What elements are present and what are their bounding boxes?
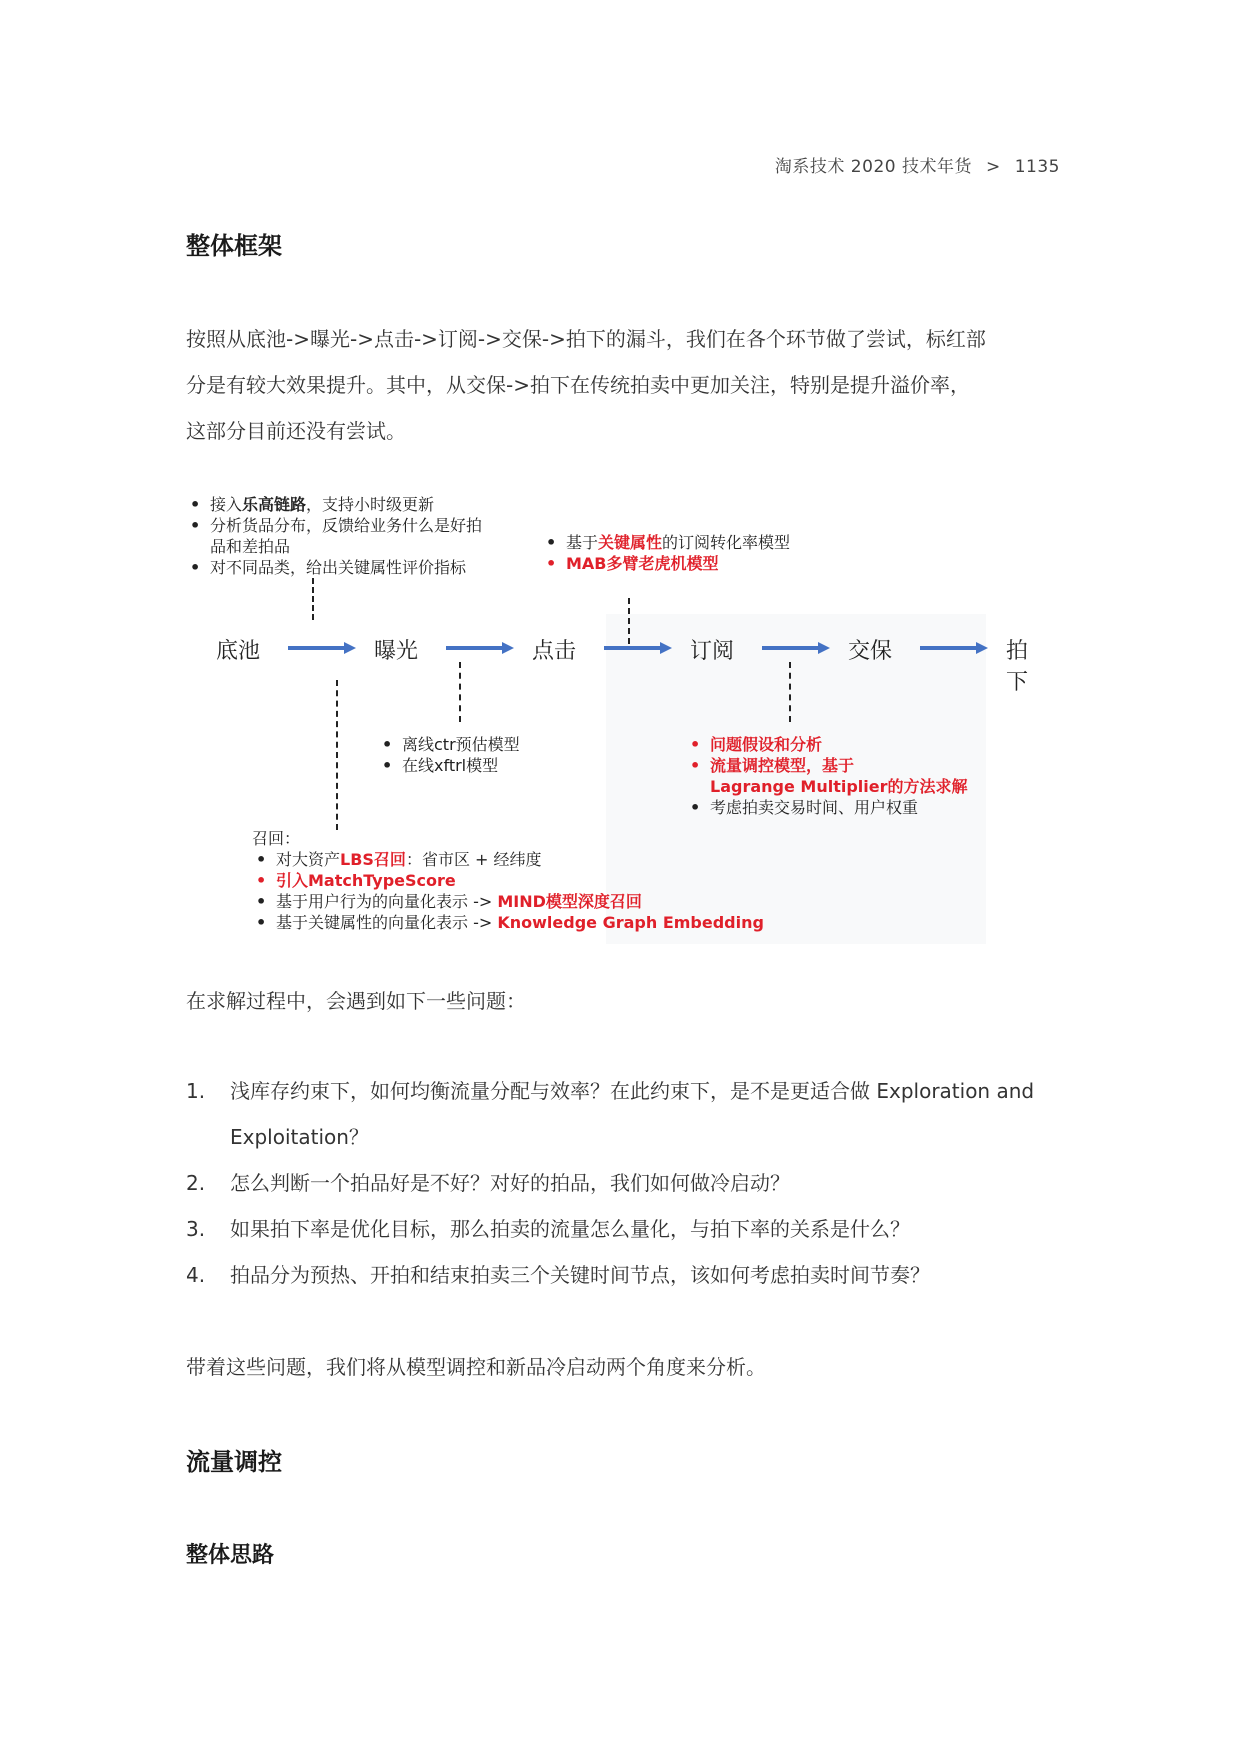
question-number: 3. bbox=[186, 1217, 206, 1241]
recall-note-4: • 基于关键属性的向量化表示 -> Knowledge Graph Embedding bbox=[252, 912, 764, 933]
question-text: 怎么判断一个拍品好是不好？对好的拍品，我们如何做冷启动？ bbox=[230, 1171, 790, 1195]
question-text: 浅库存约束下，如何均衡流量分配与效率？在此约束下，是不是更适合做 Exploration and Exploitation？ bbox=[230, 1079, 1035, 1149]
connector-pool-notes bbox=[312, 578, 314, 620]
arrow-3 bbox=[604, 642, 672, 654]
stage-exposure: 曝光 bbox=[374, 639, 419, 664]
question-item-4 bbox=[186, 1252, 1066, 1298]
pool-note-2: • 分析货品分布，反馈给业务什么是好拍 品和差拍品 bbox=[186, 515, 482, 557]
pool-note-1: • 接入乐高链路，支持小时级更新 bbox=[186, 494, 482, 515]
arrow-2 bbox=[446, 642, 514, 654]
intro-line-2: 分是有较大效果提升。其中，从交保->拍下在传统拍卖中更加关注，特别是提升溢价率， bbox=[186, 373, 970, 397]
deposit-note-3: • 考虑拍卖交易时间、用户权重 bbox=[686, 797, 968, 818]
recall-note-2: • 引入MatchTypeScore bbox=[252, 870, 764, 891]
arrow-4 bbox=[762, 642, 830, 654]
question-number: 1. bbox=[186, 1079, 206, 1103]
page-number: 1135 bbox=[1014, 157, 1060, 177]
section-title-framework: 整体框架 bbox=[186, 232, 282, 260]
book-title: 淘系技术 2020 技术年货 bbox=[774, 157, 972, 177]
deposit-notes bbox=[686, 734, 968, 818]
click-note-2: • 在线xftrl模型 bbox=[378, 755, 520, 776]
stage-click: 点击 bbox=[532, 639, 577, 664]
question-number: 2. bbox=[186, 1171, 206, 1195]
subscribe-note-2: • MAB多臂老虎机模型 bbox=[542, 553, 790, 574]
question-item-2 bbox=[186, 1160, 1066, 1206]
arrow-5 bbox=[920, 642, 988, 654]
stage-subscribe: 订阅 bbox=[690, 639, 735, 664]
question-text: 如果拍下率是优化目标，那么拍卖的流量怎么量化，与拍下率的关系是什么？ bbox=[230, 1217, 910, 1241]
closing-paragraph: 带着这些问题，我们将从模型调控和新品冷启动两个角度来分析。 bbox=[186, 1355, 766, 1379]
funnel-diagram bbox=[186, 494, 1029, 944]
running-header bbox=[775, 152, 1060, 177]
header-separator: > bbox=[985, 157, 1001, 177]
intro-line-3: 这部分目前还没有尝试。 bbox=[186, 419, 406, 443]
deposit-note-1: • 问题假设和分析 bbox=[686, 734, 968, 755]
questions-intro: 在求解过程中，会遇到如下一些问题： bbox=[186, 989, 526, 1013]
click-notes bbox=[378, 734, 520, 776]
intro-line-1: 按照从底池->曝光->点击->订阅->交保->拍下的漏斗，我们在各个环节做了尝试，标红部 bbox=[186, 327, 986, 351]
recall-heading: 召回： bbox=[252, 829, 301, 848]
subscribe-notes bbox=[542, 532, 790, 574]
question-text: 拍品分为预热、开拍和结束拍卖三个关键时间节点，该如何考虑拍卖时间节奏？ bbox=[230, 1263, 930, 1287]
connector-recall-notes bbox=[336, 680, 338, 830]
click-note-1: • 离线ctr预估模型 bbox=[378, 734, 520, 755]
subscribe-note-1: • 基于关键属性的订阅转化率模型 bbox=[542, 532, 790, 553]
recall-notes bbox=[252, 828, 764, 933]
stage-deposit: 交保 bbox=[848, 639, 893, 664]
intro-paragraph bbox=[186, 316, 1066, 454]
pool-notes bbox=[186, 494, 482, 578]
stage-pool: 底池 bbox=[216, 639, 261, 664]
question-number: 4. bbox=[186, 1263, 206, 1287]
section-title-overall-approach: 整体思路 bbox=[186, 1543, 275, 1568]
section-title-traffic-control: 流量调控 bbox=[186, 1448, 282, 1476]
question-item-3 bbox=[186, 1206, 1066, 1252]
recall-note-1: • 对大资产LBS召回：省市区 + 经纬度 bbox=[252, 849, 764, 870]
arrow-1 bbox=[288, 642, 356, 654]
pool-note-3: • 对不同品类，给出关键属性评价指标 bbox=[186, 557, 482, 578]
deposit-note-2: • 流量调控模型，基于 Lagrange Multiplier的方法求解 bbox=[686, 755, 968, 797]
question-item-1 bbox=[186, 1068, 1066, 1160]
recall-note-3: • 基于用户行为的向量化表示 -> MIND模型深度召回 bbox=[252, 891, 764, 912]
funnel-arrows bbox=[186, 624, 1026, 674]
stage-bid: 拍下 bbox=[1006, 639, 1029, 695]
